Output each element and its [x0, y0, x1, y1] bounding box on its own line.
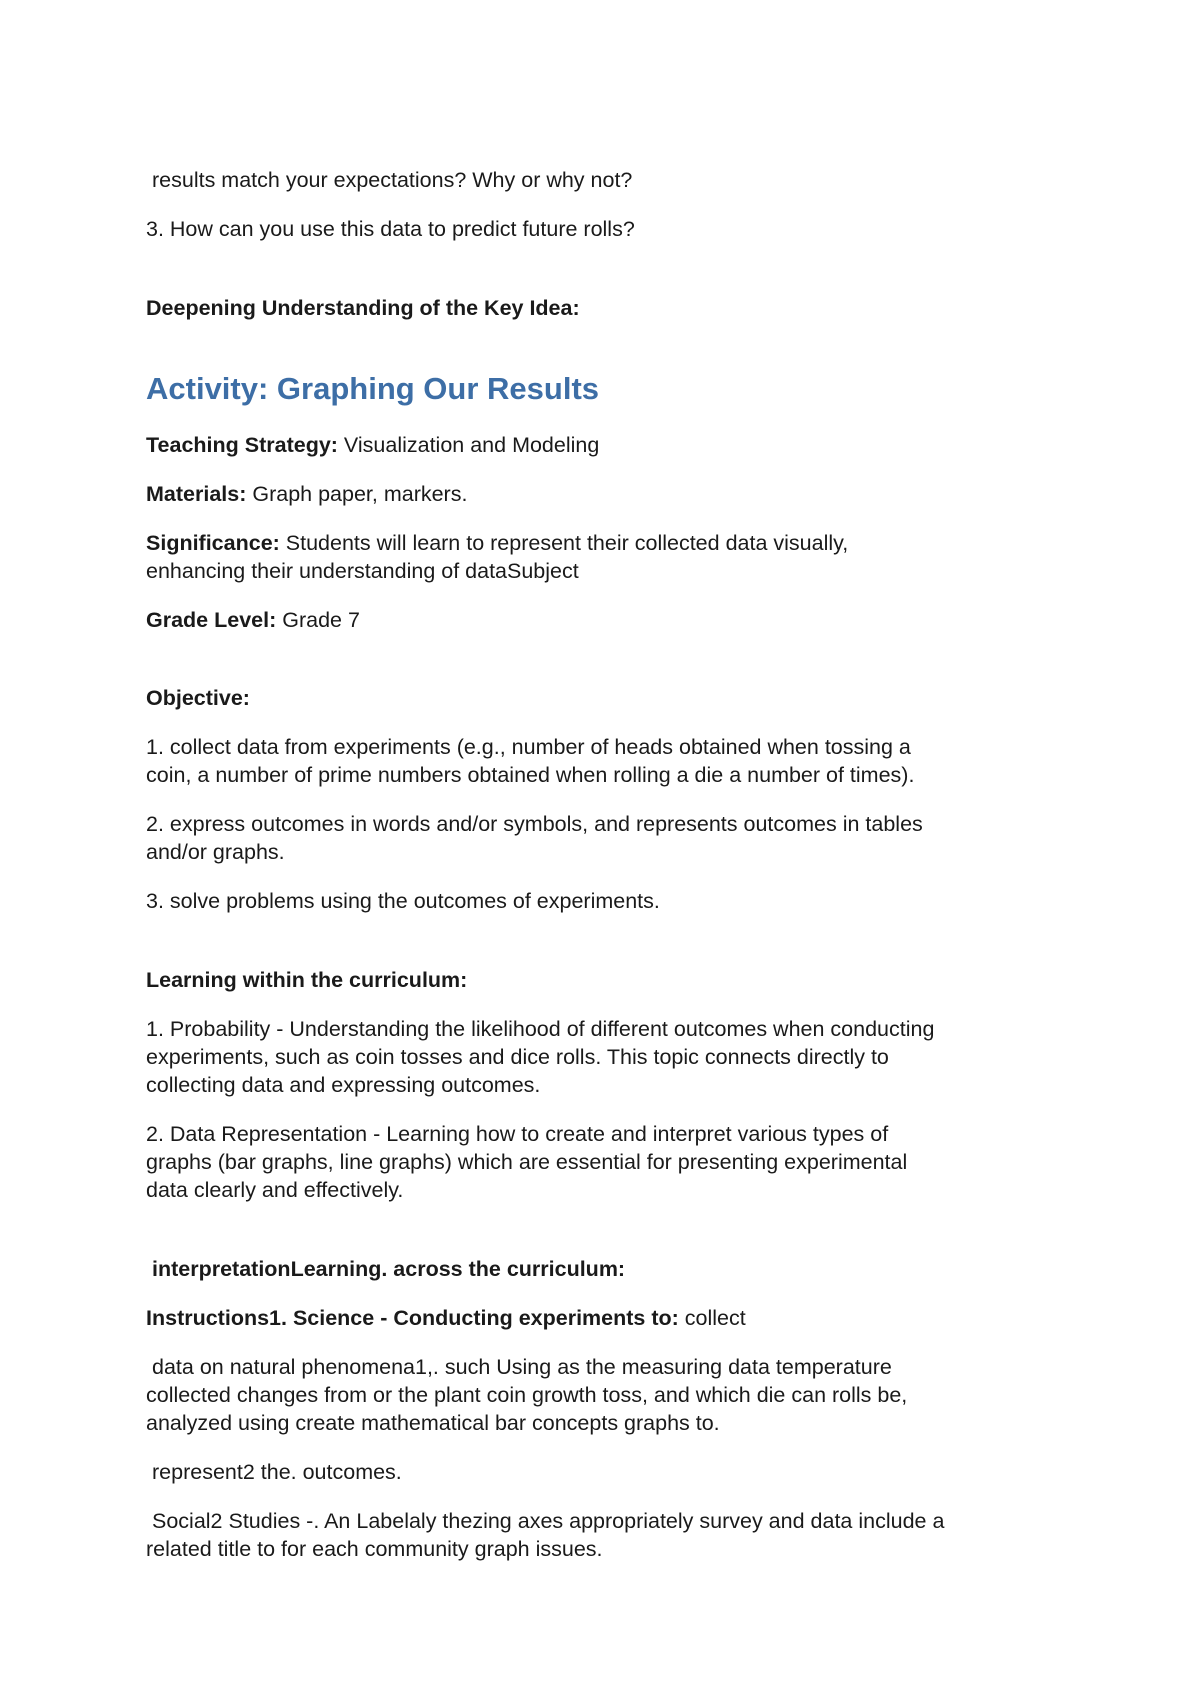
activity-title: Activity: Graphing Our Results — [146, 371, 600, 406]
teaching-strategy-label: Teaching Strategy: — [146, 433, 338, 457]
grade-level-label: Grade Level: — [146, 608, 277, 632]
learning-within-item-2-line-1: 2. Data Representation - Learning how to create and interpret various types of — [146, 1122, 889, 1146]
materials — [146, 480, 467, 508]
teaching-strategy-value: Visualization and Modeling — [337, 433, 600, 457]
objective-item-1-line-1: 1. collect data from experiments (e.g., number of heads obtained when tossing a — [146, 735, 911, 759]
intro-line-1: results match your expectations? Why or why not? — [152, 168, 633, 192]
instructions-line — [146, 1304, 746, 1332]
across-paragraph-1-line-2: collected changes from or the plant coin growth toss, and which die can rolls be, — [146, 1383, 908, 1407]
grade-level-value: Grade 7 — [276, 608, 360, 632]
materials-label: Materials: — [146, 482, 247, 506]
learning-within-item-2-line-3: data clearly and effectively. — [146, 1178, 404, 1202]
intro-line-2: 3. How can you use this data to predict future rolls? — [146, 217, 635, 241]
instructions-value: collect — [678, 1306, 746, 1330]
across-paragraph-2: represent2 the. outcomes. — [152, 1460, 402, 1484]
instructions-label: Instructions1. Science - Conducting experiments to: — [146, 1306, 679, 1330]
learning-within-item-2-line-2: graphs (bar graphs, line graphs) which are essential for presenting experimental — [146, 1150, 908, 1174]
across-paragraph-1-line-1: data on natural phenomena1,. such Using as the measuring data temperature — [152, 1355, 892, 1379]
learning-within-item-1-line-3: collecting data and expressing outcomes. — [146, 1073, 541, 1097]
objective-item-2-line-2: and/or graphs. — [146, 840, 285, 864]
significance — [146, 529, 848, 557]
objective-item-3: 3. solve problems using the outcomes of experiments. — [146, 889, 660, 913]
objective-item-2-line-1: 2. express outcomes in words and/or symbols, and represents outcomes in tables — [146, 812, 923, 836]
across-paragraph-3-line-1: Social2 Studies -. An Labelaly thezing axes appropriately survey and data include a — [152, 1509, 945, 1533]
significance-line-2: enhancing their understanding of dataSubject — [146, 559, 579, 583]
learning-within-heading: Learning within the curriculum: — [146, 968, 468, 992]
across-paragraph-1-line-3: analyzed using create mathematical bar concepts graphs to. — [146, 1411, 720, 1435]
learning-within-item-1-line-2: experiments, such as coin tosses and dice rolls. This topic connects directly to — [146, 1045, 889, 1069]
significance-value: Students will learn to represent their collected data visually, — [279, 531, 849, 555]
deepening-heading: Deepening Understanding of the Key Idea: — [146, 296, 580, 320]
teaching-strategy — [146, 431, 599, 459]
learning-within-item-1-line-1: 1. Probability - Understanding the likelihood of different outcomes when conducting — [146, 1017, 935, 1041]
across-paragraph-3-line-2: related title to for each community graph issues. — [146, 1537, 603, 1561]
grade-level — [146, 606, 360, 634]
materials-value: Graph paper, markers. — [246, 482, 468, 506]
significance-label: Significance: — [146, 531, 280, 555]
objective-item-1-line-2: coin, a number of prime numbers obtained when rolling a die a number of times). — [146, 763, 915, 787]
across-heading: interpretationLearning. across the curriculum: — [152, 1257, 626, 1281]
objective-heading: Objective: — [146, 686, 250, 710]
